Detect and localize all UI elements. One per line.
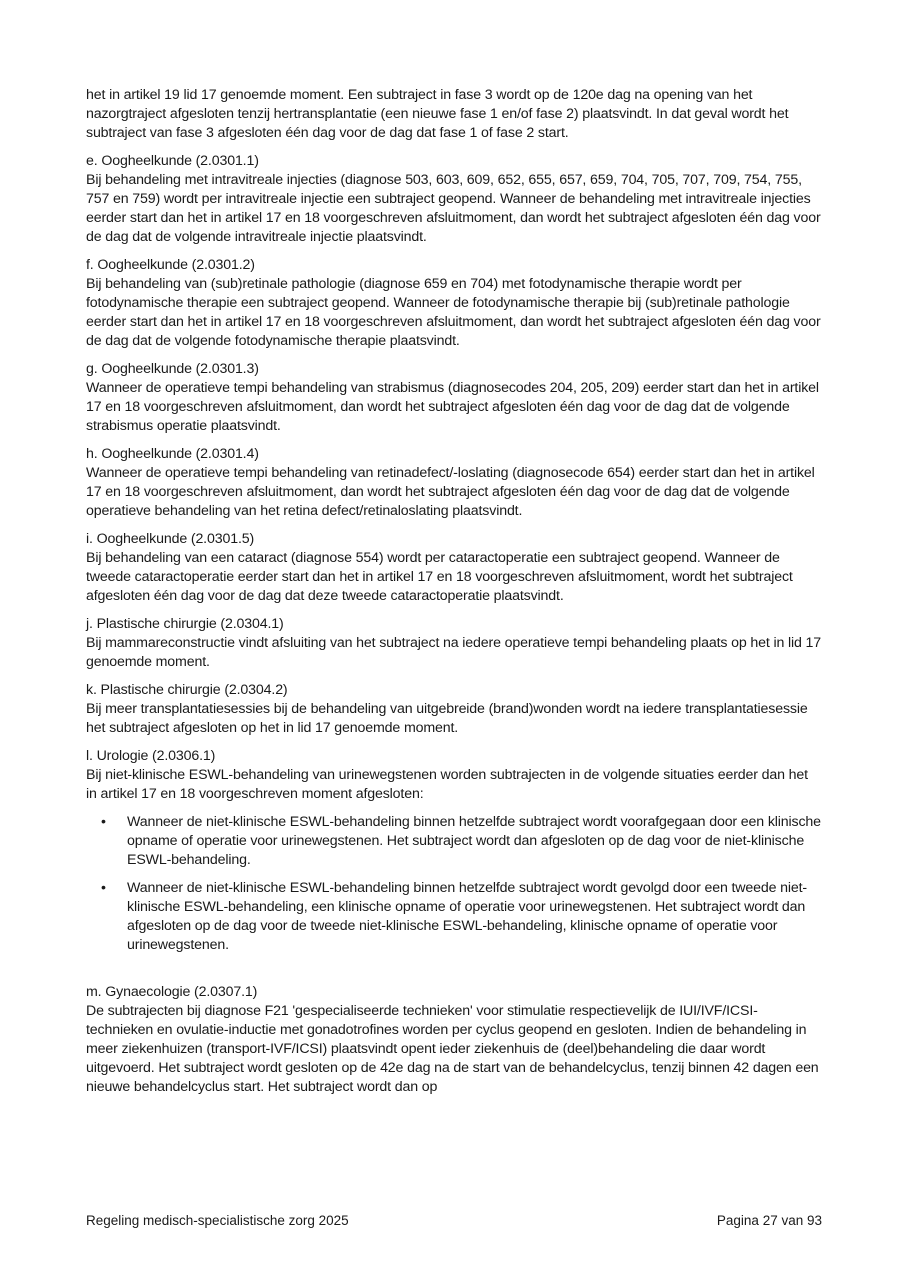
document-page [86, 86, 822, 1106]
section-body: Bij niet-klinische ESWL-behandeling van urinewegstenen worden subtrajecten in de volgende situaties eerder dan het in artikel 17 en 18 voorgeschreven moment afgesloten: [86, 767, 808, 802]
section-i [86, 530, 822, 606]
section-heading: j. Plastische chirurgie (2.0304.1) [86, 616, 284, 632]
bullet-icon: • [101, 880, 106, 896]
page-footer [86, 1213, 822, 1228]
bullet-item [86, 879, 822, 955]
section-heading: k. Plastische chirurgie (2.0304.2) [86, 682, 288, 698]
section-e [86, 152, 822, 247]
section-k [86, 681, 822, 738]
section-heading: e. Oogheelkunde (2.0301.1) [86, 153, 259, 169]
section-body: Bij meer transplantatiesessies bij de behandeling van uitgebreide (brand)wonden wordt na iedere transplantatiesessie het subtraject afgesloten op het in lid 17 genoemde moment. [86, 701, 808, 736]
section-heading: l. Urologie (2.0306.1) [86, 748, 216, 764]
spacer [86, 964, 822, 983]
bullet-icon: • [101, 814, 106, 830]
section-body: Wanneer de operatieve tempi behandeling van retinadefect/-loslating (diagnosecode 654) eerder start dan het in artikel 17 en 18 voorgeschreven afsluitmoment, dan wordt het subtraject afgesloten één dag voor de dag dat de volgende operatieve behandeling van het retina defect/retinaloslating plaatsvindt. [86, 465, 815, 519]
section-heading: f. Oogheelkunde (2.0301.2) [86, 257, 255, 273]
section-h [86, 445, 822, 521]
section-l [86, 747, 822, 955]
section-body: Bij behandeling van (sub)retinale pathologie (diagnose 659 en 704) met fotodynamische therapie wordt per fotodynamische therapie een subtraject geopend. Wanneer de fotodynamische therapie bij (sub)retinale pathologie eerder start dan het in artikel 17 en 18 voorgeschreven afsluitmoment, dan wordt het subtraject afgesloten één dag voor de dag dat de volgende fotodynamische therapie plaatsvindt. [86, 276, 821, 349]
section-heading: m. Gynaecologie (2.0307.1) [86, 984, 258, 1000]
intro-text: het in artikel 19 lid 17 genoemde moment. Een subtraject in fase 3 wordt op de 120e dag na opening van het nazorgtraject afgesloten tenzij hertransplantatie (een nieuwe fase 1 en/of fase 2) plaatsvindt. In dat geval wordt het subtraject van fase 3 afgesloten één dag voor de dag dat fase 1 of fase 2 start. [86, 87, 789, 141]
section-body: Wanneer de operatieve tempi behandeling van strabismus (diagnosecodes 204, 205, 209) eerder start dan het in artikel 17 en 18 voorgeschreven afsluitmoment, dan wordt het subtraject afgesloten één dag voor de dag dat de volgende strabismus operatie plaatsvindt. [86, 380, 819, 434]
footer-page-number: Pagina 27 van 93 [716, 1213, 822, 1228]
section-body: Bij behandeling van een cataract (diagnose 554) wordt per cataractoperatie een subtraject geopend. Wanneer de tweede cataractoperatie eerder start dan het in artikel 17 en 18 voorgeschreven afsluitmoment, wordt het subtraject afgesloten één dag voor de dag dat deze tweede cataractoperatie plaatsvindt. [86, 550, 793, 604]
bullet-item [86, 813, 822, 870]
section-heading: h. Oogheelkunde (2.0301.4) [86, 446, 259, 462]
section-j [86, 615, 822, 672]
bullet-text: Wanneer de niet-klinische ESWL-behandeling binnen hetzelfde subtraject wordt voorafgegaan door een klinische opname of operatie voor urinewegstenen. Het subtraject wordt dan afgesloten op de dag voor de niet-klinische ESWL-behandeling. [127, 814, 821, 868]
section-heading: i. Oogheelkunde (2.0301.5) [86, 531, 255, 547]
section-body: Bij mammareconstructie vindt afsluiting van het subtraject na iedere operatieve tempi behandeling plaats op het in lid 17 genoemde moment. [86, 635, 822, 670]
section-g [86, 360, 822, 436]
intro-paragraph [86, 86, 822, 143]
section-heading: g. Oogheelkunde (2.0301.3) [86, 361, 259, 377]
section-body: De subtrajecten bij diagnose F21 'gespecialiseerde technieken' voor stimulatie respectievelijk de IUI/IVF/ICSI-technieken en ovulatie-inductie met gonadotrofines worden per cyclus geopend en gesloten. Indien de behandeling in meer ziekenhuizen (transport-IVF/ICSI) plaatsvindt opent ieder ziekenhuis de (deel)behandeling die daar wordt uitgevoerd. Het subtraject wordt gesloten op de 42e dag na de start van de behandelcyclus, tenzij binnen 42 dagen een nieuwe behandelcyclus start. Het subtraject wordt dan op [86, 1003, 819, 1095]
bullet-list [86, 813, 822, 955]
bullet-text: Wanneer de niet-klinische ESWL-behandeling binnen hetzelfde subtraject wordt gevolgd door een tweede niet-klinische ESWL-behandeling, een klinische opname of operatie voor urinewegstenen. Het subtraject wordt dan afgesloten op de dag voor de tweede niet-klinische ESWL-behandeling, klinische opname of operatie voor urinewegstenen. [127, 880, 807, 953]
section-m [86, 983, 822, 1097]
section-body: Bij behandeling met intravitreale injecties (diagnose 503, 603, 609, 652, 655, 657, 659, 704, 705, 707, 709, 754, 755, 757 en 759) wordt per intravitreale injectie een subtraject geopend. Wanneer de behandeling met intravitreale injecties eerder start dan het in artikel 17 en 18 voorgeschreven afsluitmoment, dan wordt het subtraject afgesloten één dag voor de dag dat de volgende intravitreale injectie plaatsvindt. [86, 172, 821, 245]
footer-document-title: Regeling medisch-specialistische zorg 2025 [86, 1213, 349, 1228]
section-f [86, 256, 822, 351]
